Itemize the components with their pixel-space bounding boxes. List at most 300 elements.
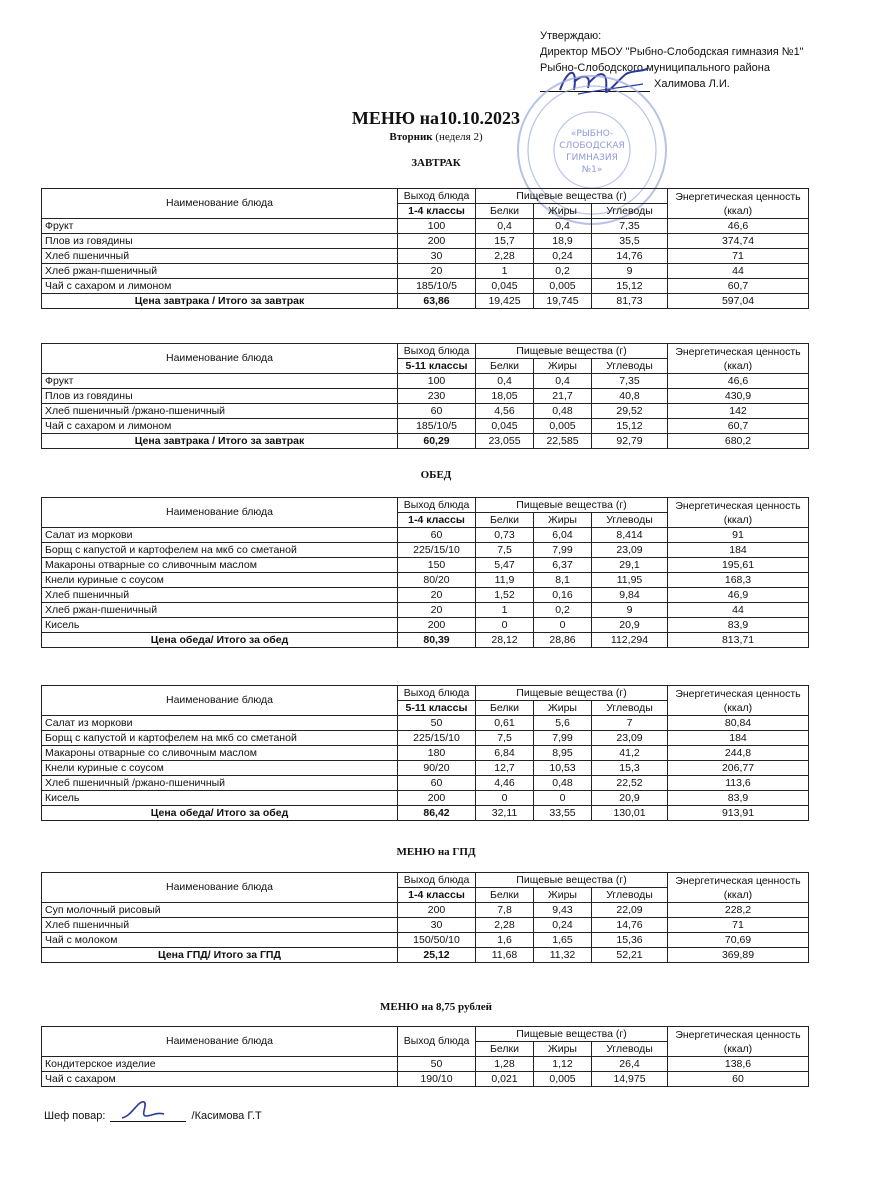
dish-value: 14,76 — [592, 918, 668, 933]
menu-table — [41, 872, 809, 963]
table-row — [42, 543, 809, 558]
director-name: Халимова Л.И. — [654, 78, 730, 90]
dish-name: Кисель — [42, 618, 398, 633]
dish-value: 206,77 — [668, 761, 809, 776]
total-value: 813,71 — [668, 633, 809, 648]
dish-value: 0,005 — [534, 1072, 592, 1087]
header-nutrients: Пищевые вещества (г) — [476, 498, 668, 513]
table-row — [42, 279, 809, 294]
section-gpd: МЕНЮ на ГПД — [396, 846, 476, 858]
dish-value: 9,84 — [592, 588, 668, 603]
dish-value: 244,8 — [668, 746, 809, 761]
page-title: МЕНЮ на10.10.2023 — [351, 108, 521, 128]
total-row — [42, 806, 809, 821]
svg-text:№1»: №1» — [581, 165, 603, 175]
dish-value: 1 — [476, 264, 534, 279]
dish-name: Чай с сахаром — [42, 1072, 398, 1087]
dish-value: 2,28 — [476, 918, 534, 933]
table-header-row — [42, 189, 809, 204]
header-energy: Энергетическая ценность (ккал) — [668, 189, 809, 219]
weekday: Вторник — [389, 131, 433, 143]
dish-value: 0,045 — [476, 419, 534, 434]
dish-value: 4,46 — [476, 776, 534, 791]
dish-name: Хлеб пшеничный — [42, 918, 398, 933]
dish-value: 9,43 — [534, 903, 592, 918]
header-name: Наименование блюда — [42, 1027, 398, 1057]
table-row — [42, 731, 809, 746]
section-breakfast: ЗАВТРАК — [411, 157, 461, 169]
dish-value: 41,2 — [592, 746, 668, 761]
total-value: 25,12 — [398, 948, 476, 963]
dish-value: 0 — [476, 791, 534, 806]
menu-table — [41, 685, 809, 821]
total-row — [42, 294, 809, 309]
dish-value: 2,28 — [476, 249, 534, 264]
dish-value: 5,47 — [476, 558, 534, 573]
dish-value: 46,9 — [668, 588, 809, 603]
header-name: Наименование блюда — [42, 344, 398, 374]
approval-line-1: Утверждаю: — [540, 30, 602, 42]
header-grade: 5-11 классы — [398, 359, 476, 374]
dish-value: 20,9 — [592, 791, 668, 806]
approval-line-2: Директор МБОУ "Рыбно-Слободская гимназия №1" — [540, 46, 804, 58]
dish-value: 20 — [398, 264, 476, 279]
svg-text:СЛОБОДСКАЯ: СЛОБОДСКАЯ — [559, 141, 625, 151]
dish-value: 8,1 — [534, 573, 592, 588]
dish-value: 200 — [398, 234, 476, 249]
dish-value: 200 — [398, 618, 476, 633]
header-carbs: Углеводы — [592, 513, 668, 528]
dish-value: 91 — [668, 528, 809, 543]
dish-value: 1,52 — [476, 588, 534, 603]
dish-value: 44 — [668, 264, 809, 279]
header-protein: Белки — [476, 701, 534, 716]
table-row — [42, 761, 809, 776]
total-label: Цена ГПД/ Итого за ГПД — [42, 948, 398, 963]
dish-name: Борщ с капустой и картофелем на мкб со сметаной — [42, 731, 398, 746]
dish-value: 0,021 — [476, 1072, 534, 1087]
dish-value: 8,95 — [534, 746, 592, 761]
dish-value: 0 — [534, 618, 592, 633]
dish-name: Хлеб ржан-пшеничный — [42, 264, 398, 279]
header-fat: Жиры — [534, 1042, 592, 1057]
dish-value: 138,6 — [668, 1057, 809, 1072]
dish-name: Хлеб пшеничный /ржано-пшеничный — [42, 404, 398, 419]
header-nutrients: Пищевые вещества (г) — [476, 1027, 668, 1042]
header-protein: Белки — [476, 1042, 534, 1057]
section-lunch: ОБЕД — [420, 469, 452, 481]
dish-value: 1 — [476, 603, 534, 618]
dish-value: 23,09 — [592, 543, 668, 558]
dish-value: 15,36 — [592, 933, 668, 948]
table-row — [42, 234, 809, 249]
dish-value: 1,6 — [476, 933, 534, 948]
dish-value: 228,2 — [668, 903, 809, 918]
header-carbs: Углеводы — [592, 888, 668, 903]
dish-value: 4,56 — [476, 404, 534, 419]
dish-value: 7,5 — [476, 543, 534, 558]
dish-value: 225/15/10 — [398, 543, 476, 558]
dish-name: Плов из говядины — [42, 234, 398, 249]
dish-value: 7,35 — [592, 374, 668, 389]
dish-value: 21,7 — [534, 389, 592, 404]
dish-value: 7,5 — [476, 731, 534, 746]
dish-value: 0,4 — [534, 374, 592, 389]
menu-table — [41, 1026, 809, 1087]
dish-value: 15,12 — [592, 279, 668, 294]
dish-name: Хлеб пшеничный — [42, 249, 398, 264]
table-row — [42, 933, 809, 948]
header-fat: Жиры — [534, 513, 592, 528]
dish-value: 184 — [668, 543, 809, 558]
table-row — [42, 603, 809, 618]
dish-value: 15,3 — [592, 761, 668, 776]
dish-value: 0,005 — [534, 279, 592, 294]
table-row — [42, 903, 809, 918]
dish-value: 50 — [398, 716, 476, 731]
dish-value: 0 — [534, 791, 592, 806]
dish-value: 9 — [592, 603, 668, 618]
dish-value: 0,24 — [534, 918, 592, 933]
table-row — [42, 528, 809, 543]
header-protein: Белки — [476, 888, 534, 903]
total-value: 913,91 — [668, 806, 809, 821]
total-value: 23,055 — [476, 434, 534, 449]
dish-name: Суп молочный рисовый — [42, 903, 398, 918]
dish-value: 0,48 — [534, 404, 592, 419]
dish-value: 18,05 — [476, 389, 534, 404]
total-value: 11,68 — [476, 948, 534, 963]
table-row — [42, 404, 809, 419]
total-value: 92,79 — [592, 434, 668, 449]
total-value: 32,11 — [476, 806, 534, 821]
header-energy: Энергетическая ценность (ккал) — [668, 873, 809, 903]
header-nutrients: Пищевые вещества (г) — [476, 344, 668, 359]
dish-value: 185/10/5 — [398, 279, 476, 294]
dish-value: 71 — [668, 918, 809, 933]
dish-name: Кондитерское изделие — [42, 1057, 398, 1072]
chef-label: Шеф повар: — [44, 1110, 106, 1122]
dish-value: 90/20 — [398, 761, 476, 776]
dish-value: 225/15/10 — [398, 731, 476, 746]
dish-name: Хлеб ржан-пшеничный — [42, 603, 398, 618]
dish-value: 14,975 — [592, 1072, 668, 1087]
dish-value: 7,8 — [476, 903, 534, 918]
dish-value: 0,61 — [476, 716, 534, 731]
dish-value: 46,6 — [668, 219, 809, 234]
dish-name: Хлеб пшеничный — [42, 588, 398, 603]
dish-value: 29,52 — [592, 404, 668, 419]
header-energy: Энергетическая ценность (ккал) — [668, 1027, 809, 1057]
table-row — [42, 791, 809, 806]
header-carbs: Углеводы — [592, 204, 668, 219]
total-value: 597,04 — [668, 294, 809, 309]
dish-value: 30 — [398, 249, 476, 264]
dish-name: Кнели куриные с соусом — [42, 573, 398, 588]
dish-value: 80,84 — [668, 716, 809, 731]
table-row — [42, 389, 809, 404]
dish-value: 0,48 — [534, 776, 592, 791]
dish-value: 30 — [398, 918, 476, 933]
header-carbs: Углеводы — [592, 359, 668, 374]
dish-value: 185/10/5 — [398, 419, 476, 434]
table-row — [42, 588, 809, 603]
table-row — [42, 618, 809, 633]
table-row — [42, 776, 809, 791]
table-row — [42, 249, 809, 264]
dish-value: 0,045 — [476, 279, 534, 294]
total-value: 52,21 — [592, 948, 668, 963]
dish-value: 1,12 — [534, 1057, 592, 1072]
dish-value: 0,24 — [534, 249, 592, 264]
week-number: (неделя 2) — [435, 131, 483, 143]
total-label: Цена обеда/ Итого за обед — [42, 806, 398, 821]
dish-value: 60,7 — [668, 419, 809, 434]
dish-value: 150/50/10 — [398, 933, 476, 948]
header-carbs: Углеводы — [592, 701, 668, 716]
table-row — [42, 716, 809, 731]
dish-name: Макароны отварные со сливочным маслом — [42, 746, 398, 761]
dish-value: 190/10 — [398, 1072, 476, 1087]
dish-value: 11,9 — [476, 573, 534, 588]
header-yield: Выход блюда — [398, 686, 476, 701]
table-row — [42, 573, 809, 588]
dish-name: Борщ с капустой и картофелем на мкб со сметаной — [42, 543, 398, 558]
header-grade: 1-4 классы — [398, 204, 476, 219]
total-label: Цена обеда/ Итого за обед — [42, 633, 398, 648]
dish-value: 50 — [398, 1057, 476, 1072]
menu-table — [41, 188, 809, 309]
header-energy: Энергетическая ценность (ккал) — [668, 686, 809, 716]
dish-value: 0,73 — [476, 528, 534, 543]
dish-value: 46,6 — [668, 374, 809, 389]
dish-name: Чай с сахаром и лимоном — [42, 419, 398, 434]
dish-value: 15,7 — [476, 234, 534, 249]
page-subtitle — [0, 131, 872, 143]
total-value: 86,42 — [398, 806, 476, 821]
header-yield: Выход блюда — [398, 189, 476, 204]
dish-value: 23,09 — [592, 731, 668, 746]
total-value: 19,745 — [534, 294, 592, 309]
dish-value: 200 — [398, 791, 476, 806]
dish-value: 11,95 — [592, 573, 668, 588]
dish-value: 5,6 — [534, 716, 592, 731]
dish-value: 168,3 — [668, 573, 809, 588]
dish-value: 0,4 — [476, 219, 534, 234]
header-protein: Белки — [476, 204, 534, 219]
chef-name: /Касимова Г.Т — [191, 1110, 262, 1122]
dish-value: 40,8 — [592, 389, 668, 404]
dish-value: 100 — [398, 374, 476, 389]
table-row — [42, 264, 809, 279]
header-grade: 5-11 классы — [398, 701, 476, 716]
header-fat: Жиры — [534, 701, 592, 716]
dish-value: 6,04 — [534, 528, 592, 543]
dish-value: 35,5 — [592, 234, 668, 249]
total-value: 11,32 — [534, 948, 592, 963]
total-value: 112,294 — [592, 633, 668, 648]
dish-value: 1,65 — [534, 933, 592, 948]
dish-name: Чай с молоком — [42, 933, 398, 948]
dish-value: 14,76 — [592, 249, 668, 264]
dish-value: 0,4 — [476, 374, 534, 389]
dish-name: Фрукт — [42, 374, 398, 389]
dish-value: 113,6 — [668, 776, 809, 791]
dish-value: 60 — [668, 1072, 809, 1087]
total-value: 28,86 — [534, 633, 592, 648]
dish-value: 7,99 — [534, 731, 592, 746]
header-grade: 1-4 классы — [398, 513, 476, 528]
total-value: 19,425 — [476, 294, 534, 309]
dish-value: 70,69 — [668, 933, 809, 948]
dish-value: 22,09 — [592, 903, 668, 918]
table-header-row — [42, 686, 809, 701]
header-nutrients: Пищевые вещества (г) — [476, 189, 668, 204]
total-label: Цена завтрака / Итого за завтрак — [42, 294, 398, 309]
dish-value: 142 — [668, 404, 809, 419]
dish-value: 10,53 — [534, 761, 592, 776]
dish-value: 0 — [476, 618, 534, 633]
table-header-row — [42, 873, 809, 888]
header-fat: Жиры — [534, 359, 592, 374]
dish-value: 26,4 — [592, 1057, 668, 1072]
dish-value: 22,52 — [592, 776, 668, 791]
dish-value: 9 — [592, 264, 668, 279]
header-fat: Жиры — [534, 204, 592, 219]
dish-value: 1,28 — [476, 1057, 534, 1072]
svg-text:ГИМНАЗИЯ: ГИМНАЗИЯ — [566, 153, 618, 163]
dish-value: 71 — [668, 249, 809, 264]
dish-name: Кнели куриные с соусом — [42, 761, 398, 776]
dish-value: 20 — [398, 603, 476, 618]
svg-text:«РЫБНО-: «РЫБНО- — [570, 129, 614, 139]
dish-value: 430,9 — [668, 389, 809, 404]
dish-value: 0,2 — [534, 603, 592, 618]
dish-name: Хлеб пшеничный /ржано-пшеничный — [42, 776, 398, 791]
header-name: Наименование блюда — [42, 498, 398, 528]
dish-value: 180 — [398, 746, 476, 761]
total-value: 63,86 — [398, 294, 476, 309]
total-value: 28,12 — [476, 633, 534, 648]
total-value: 130,01 — [592, 806, 668, 821]
header-fat: Жиры — [534, 888, 592, 903]
dish-value: 18,9 — [534, 234, 592, 249]
dish-name: Фрукт — [42, 219, 398, 234]
table-row — [42, 1072, 809, 1087]
dish-value: 230 — [398, 389, 476, 404]
total-value: 81,73 — [592, 294, 668, 309]
header-carbs: Углеводы — [592, 1042, 668, 1057]
table-header-row — [42, 1027, 809, 1042]
header-yield: Выход блюда — [398, 1027, 476, 1057]
table-row — [42, 918, 809, 933]
table-row — [42, 558, 809, 573]
total-value: 369,89 — [668, 948, 809, 963]
section-menu-875: МЕНЮ на 8,75 рублей — [380, 1001, 492, 1013]
dish-value: 184 — [668, 731, 809, 746]
dish-value: 6,37 — [534, 558, 592, 573]
dish-name: Салат из моркови — [42, 716, 398, 731]
dish-name: Плов из говядины — [42, 389, 398, 404]
total-row — [42, 434, 809, 449]
dish-value: 83,9 — [668, 618, 809, 633]
total-label: Цена завтрака / Итого за завтрак — [42, 434, 398, 449]
dish-value: 195,61 — [668, 558, 809, 573]
header-nutrients: Пищевые вещества (г) — [476, 686, 668, 701]
total-value: 80,39 — [398, 633, 476, 648]
header-yield: Выход блюда — [398, 498, 476, 513]
dish-value: 7,35 — [592, 219, 668, 234]
header-yield: Выход блюда — [398, 344, 476, 359]
header-energy: Энергетическая ценность (ккал) — [668, 344, 809, 374]
dish-name: Салат из моркови — [42, 528, 398, 543]
table-row — [42, 746, 809, 761]
header-grade: 1-4 классы — [398, 888, 476, 903]
dish-value: 20,9 — [592, 618, 668, 633]
header-nutrients: Пищевые вещества (г) — [476, 873, 668, 888]
dish-value: 12,7 — [476, 761, 534, 776]
total-value: 680,2 — [668, 434, 809, 449]
table-header-row — [42, 498, 809, 513]
header-protein: Белки — [476, 359, 534, 374]
dish-value: 0,16 — [534, 588, 592, 603]
header-name: Наименование блюда — [42, 686, 398, 716]
menu-table — [41, 343, 809, 449]
dish-value: 6,84 — [476, 746, 534, 761]
approval-line-3: Рыбно-Слободского муниципального района — [540, 62, 770, 74]
dish-name: Кисель — [42, 791, 398, 806]
dish-name: Макароны отварные со сливочным маслом — [42, 558, 398, 573]
header-name: Наименование блюда — [42, 873, 398, 903]
header-yield: Выход блюда — [398, 873, 476, 888]
total-value: 33,55 — [534, 806, 592, 821]
header-protein: Белки — [476, 513, 534, 528]
dish-value: 60 — [398, 528, 476, 543]
dish-value: 60 — [398, 404, 476, 419]
total-value: 22,585 — [534, 434, 592, 449]
dish-name: Чай с сахаром и лимоном — [42, 279, 398, 294]
total-value: 60,29 — [398, 434, 476, 449]
dish-value: 0,2 — [534, 264, 592, 279]
dish-value: 200 — [398, 903, 476, 918]
dish-value: 100 — [398, 219, 476, 234]
menu-table — [41, 497, 809, 648]
dish-value: 0,4 — [534, 219, 592, 234]
dish-value: 44 — [668, 603, 809, 618]
dish-value: 8,414 — [592, 528, 668, 543]
table-row — [42, 1057, 809, 1072]
dish-value: 60,7 — [668, 279, 809, 294]
dish-value: 83,9 — [668, 791, 809, 806]
table-row — [42, 219, 809, 234]
table-row — [42, 374, 809, 389]
dish-value: 60 — [398, 776, 476, 791]
chef-signature-icon — [112, 1094, 172, 1124]
dish-value: 7 — [592, 716, 668, 731]
dish-value: 29,1 — [592, 558, 668, 573]
table-row — [42, 419, 809, 434]
dish-value: 0,005 — [534, 419, 592, 434]
dish-value: 80/20 — [398, 573, 476, 588]
header-name: Наименование блюда — [42, 189, 398, 219]
dish-value: 15,12 — [592, 419, 668, 434]
dish-value: 150 — [398, 558, 476, 573]
header-energy: Энергетическая ценность (ккал) — [668, 498, 809, 528]
dish-value: 20 — [398, 588, 476, 603]
total-row — [42, 633, 809, 648]
dish-value: 374,74 — [668, 234, 809, 249]
table-header-row — [42, 344, 809, 359]
